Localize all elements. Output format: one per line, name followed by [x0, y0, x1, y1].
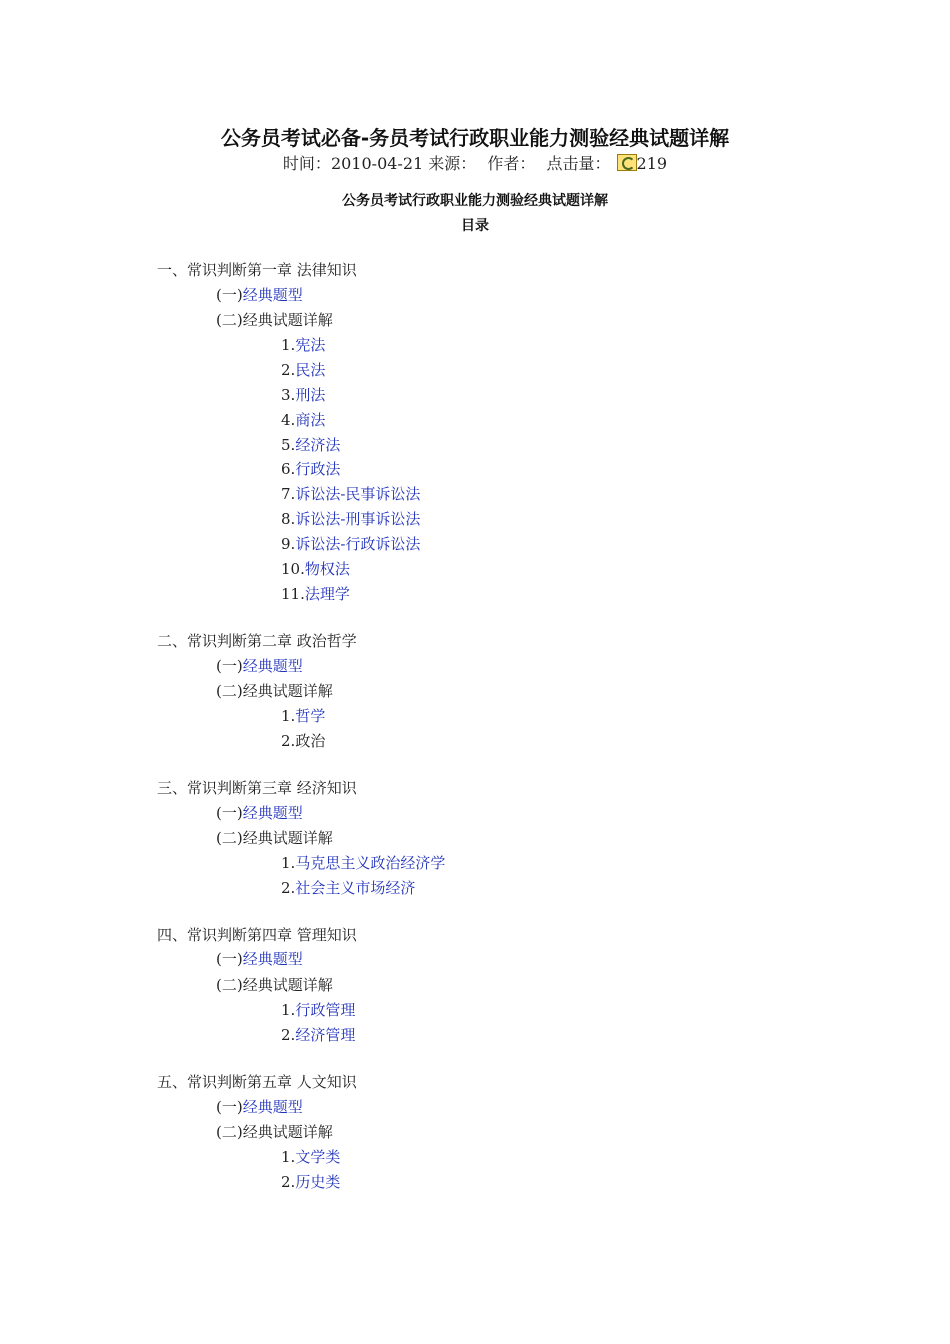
toc-heading: 目录 — [461, 218, 489, 234]
document-subtitle: 公务员考试行政职业能力测验经典试题详解 — [342, 193, 608, 209]
toc-subsection: (二)经典试题详解 — [216, 311, 333, 329]
toc-link-classic-types[interactable]: 经典题型 — [242, 286, 303, 304]
toc-link[interactable]: 经济管理 — [295, 1026, 356, 1044]
toc-subsection: (一)经典题型 — [216, 804, 303, 822]
toc-link[interactable]: 宪法 — [295, 336, 326, 354]
toc-item: 1.文学类 — [281, 1148, 341, 1166]
toc-item: 1.宪法 — [281, 336, 326, 354]
time-label: 时间： — [282, 154, 331, 173]
toc-item: 2.社会主义市场经济 — [281, 879, 416, 897]
toc-item: 7.诉讼法-民事诉讼法 — [281, 485, 421, 503]
article-meta — [0, 151, 950, 174]
toc-subsection: (二)经典试题详解 — [216, 682, 333, 700]
toc-subsection: (二)经典试题详解 — [216, 976, 333, 994]
author-label: 作者： — [487, 154, 536, 173]
toc-link[interactable]: 法理学 — [304, 585, 350, 603]
page-title: 公务员考试必备-务员考试行政职业能力测验经典试题详解 — [220, 126, 730, 150]
toc-link[interactable]: 物权法 — [304, 560, 350, 578]
toc-item: 4.商法 — [281, 411, 326, 429]
toc-item: 5.经济法 — [281, 436, 341, 454]
refresh-icon — [617, 154, 637, 171]
toc-link[interactable]: 经济法 — [295, 436, 341, 454]
time-value: 2010-04-21 — [330, 154, 424, 173]
chapter-heading: 四、常识判断第四章 管理知识 — [157, 926, 357, 944]
toc-link[interactable]: 诉讼法-行政诉讼法 — [295, 535, 421, 553]
toc-link[interactable]: 历史类 — [295, 1173, 341, 1191]
toc-link[interactable]: 诉讼法-刑事诉讼法 — [295, 510, 421, 528]
toc-item: 2.政治 — [281, 732, 326, 750]
toc-link[interactable]: 诉讼法-民事诉讼法 — [295, 485, 421, 503]
toc-link[interactable]: 马克思主义政治经济学 — [295, 854, 446, 872]
toc-link-classic-types[interactable]: 经典题型 — [242, 950, 303, 968]
toc-subsection: (二)经典试题详解 — [216, 1123, 333, 1141]
toc-item: 2.民法 — [281, 361, 326, 379]
toc-link[interactable]: 行政管理 — [295, 1001, 356, 1019]
toc-subsection: (一)经典题型 — [216, 950, 303, 968]
toc-item: 9.诉讼法-行政诉讼法 — [281, 535, 421, 553]
source-label: 来源： — [428, 154, 477, 173]
toc-item: 2.经济管理 — [281, 1026, 356, 1044]
toc-item: 2.历史类 — [281, 1173, 341, 1191]
toc-link[interactable]: 哲学 — [295, 707, 326, 725]
chapter-heading: 五、常识判断第五章 人文知识 — [157, 1073, 357, 1091]
chapter-heading: 一、常识判断第一章 法律知识 — [157, 261, 357, 279]
toc-subsection: (一)经典题型 — [216, 1098, 303, 1116]
toc-link[interactable]: 商法 — [295, 411, 326, 429]
toc-subsection: (二)经典试题详解 — [216, 829, 333, 847]
toc-link-classic-types[interactable]: 经典题型 — [242, 804, 303, 822]
chapter-heading: 三、常识判断第三章 经济知识 — [157, 779, 357, 797]
hits-label: 点击量： — [546, 154, 611, 173]
toc-item: 3.刑法 — [281, 386, 326, 404]
toc-item-label: 政治 — [295, 732, 326, 750]
toc-link[interactable]: 刑法 — [295, 386, 326, 404]
toc-link[interactable]: 社会主义市场经济 — [295, 879, 416, 897]
toc-subsection: (一)经典题型 — [216, 286, 303, 304]
toc-item: 1.马克思主义政治经济学 — [281, 854, 446, 872]
toc-link-classic-types[interactable]: 经典题型 — [242, 1098, 303, 1116]
chapter-heading: 二、常识判断第二章 政治哲学 — [157, 632, 357, 650]
toc-item: 8.诉讼法-刑事诉讼法 — [281, 510, 421, 528]
hits-value: 219 — [636, 154, 668, 173]
toc-link-classic-types[interactable]: 经典题型 — [242, 657, 303, 675]
toc-link[interactable]: 民法 — [295, 361, 326, 379]
toc-subsection: (一)经典题型 — [216, 657, 303, 675]
toc-link[interactable]: 文学类 — [295, 1148, 341, 1166]
toc-item: 10.物权法 — [281, 560, 350, 578]
toc-item: 1.行政管理 — [281, 1001, 356, 1019]
toc-item: 1.哲学 — [281, 707, 326, 725]
toc-link[interactable]: 行政法 — [295, 460, 341, 478]
toc-item: 6.行政法 — [281, 460, 341, 478]
toc-item: 11.法理学 — [281, 585, 350, 603]
